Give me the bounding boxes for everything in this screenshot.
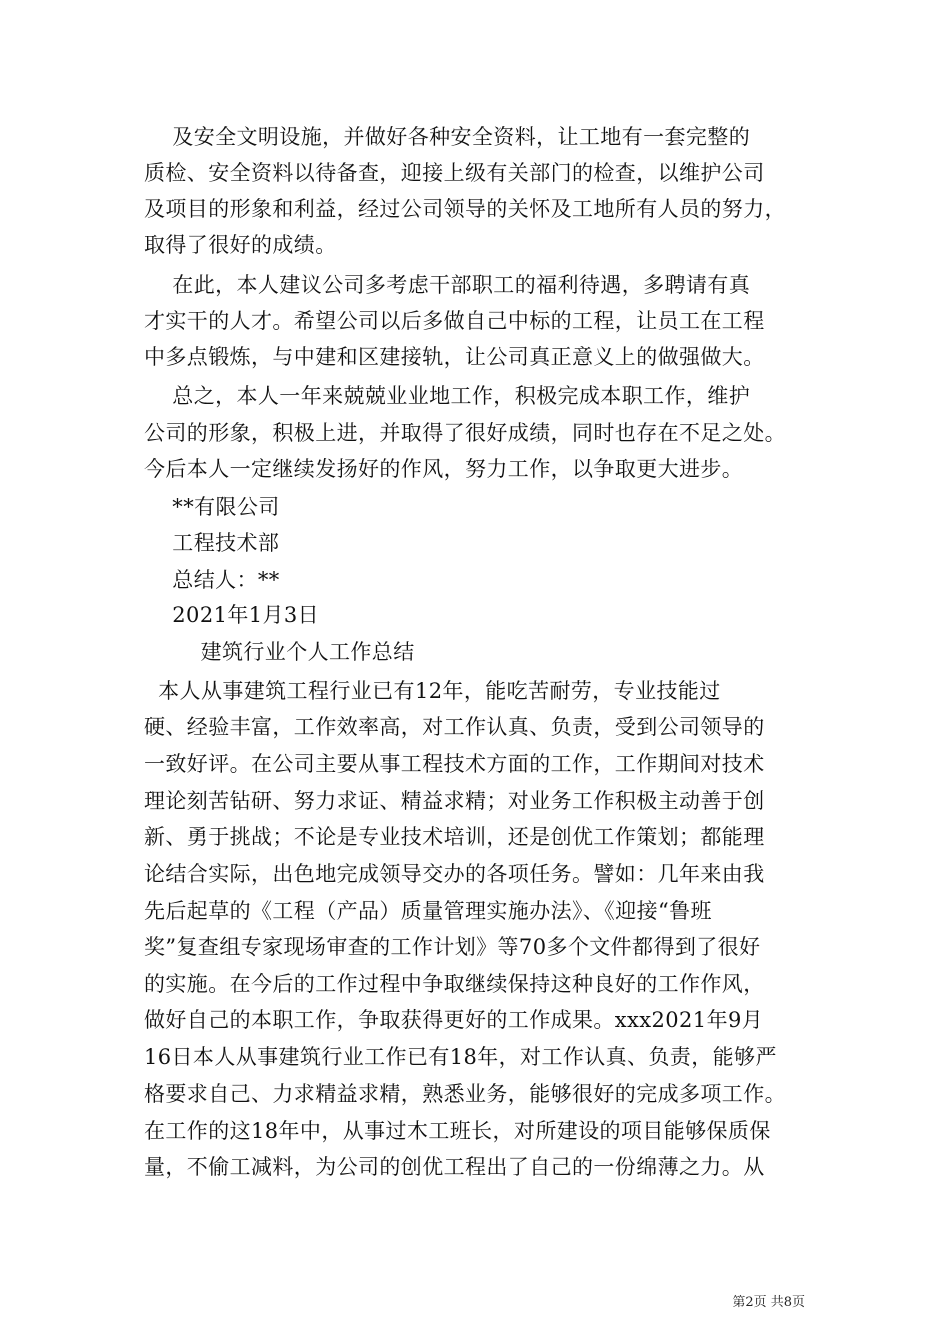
text-line: 新、勇于挑战；不论是专业技术培训，还是创优工作策划；都能理	[144, 825, 765, 849]
text-line: 理论刻苦钻研、努力求证、精益求精；对业务工作积极主动善于创	[144, 789, 765, 813]
department-name: 工程技术部	[144, 531, 280, 555]
text-line: 质检、安全资料以待备查，迎接上级有关部门的检查，以维护公司	[144, 161, 765, 185]
text-line: 取得了很好的成绩。	[144, 233, 337, 257]
text-line: 奖”复查组专家现场审查的工作计划》等70多个文件都得到了很好	[144, 935, 761, 959]
text-line: 做好自己的本职工作，争取获得更好的工作成果。xxx2021年9月	[144, 1008, 764, 1032]
text-line: 今后本人一定继续发扬好的作风，努力工作，以争取更大进步。	[144, 457, 744, 481]
text-line: 及项目的形象和利益，经过公司领导的关怀及工地所有人员的努力，	[144, 197, 786, 221]
text-line: 总之，本人一年来兢兢业业地工作，积极完成本职工作，维护	[144, 384, 751, 408]
company-name: **有限公司	[144, 495, 280, 519]
text-line: 一致好评。在公司主要从事工程技术方面的工作，工作期间对技术	[144, 752, 765, 776]
text-line: 公司的形象，积极上进，并取得了很好成绩，同时也存在不足之处。	[144, 421, 786, 445]
date-line: 2021年1月3日	[144, 603, 320, 627]
text-line: 中多点锻炼，与中建和区建接轨，让公司真正意义上的做强做大。	[144, 345, 765, 369]
text-line: 在此，本人建议公司多考虑干部职工的福利待遇，多聘请有真	[144, 273, 751, 297]
author-line: 总结人：**	[144, 568, 280, 592]
text-line: 论结合实际，出色地完成领导交办的各项任务。譬如：几年来由我	[144, 862, 765, 886]
text-line: 硬、经验丰富，工作效率高，对工作认真、负责，受到公司领导的	[144, 715, 765, 739]
page-number: 第2页 共8页	[732, 1295, 805, 1310]
text-line: 格要求自己、力求精益求精，熟悉业务，能够很好的完成多项工作。	[144, 1082, 786, 1106]
text-line: 才实干的人才。希望公司以后多做自己中标的工程，让员工在工程	[144, 309, 765, 333]
text-line: 本人从事建筑工程行业已有12年，能吃苦耐劳，专业技能过	[144, 679, 721, 703]
text-line: 的实施。在今后的工作过程中争取继续保持这种良好的工作作风，	[144, 972, 765, 996]
text-line: 及安全文明设施，并做好各种安全资料，让工地有一套完整的	[144, 125, 751, 149]
text-line: 先后起草的《工程（产品）质量管理实施办法》、《迎接“鲁班	[144, 899, 712, 923]
text-line: 16日本人从事建筑行业工作已有18年，对工作认真、负责，能够严	[144, 1045, 777, 1069]
text-line: 量，不偷工减料，为公司的创优工程出了自己的一份绵薄之力。从	[144, 1155, 765, 1179]
text-line: 在工作的这18年中，从事过木工班长，对所建设的项目能够保质保	[144, 1119, 771, 1143]
section-title: 建筑行业个人工作总结	[144, 640, 415, 664]
